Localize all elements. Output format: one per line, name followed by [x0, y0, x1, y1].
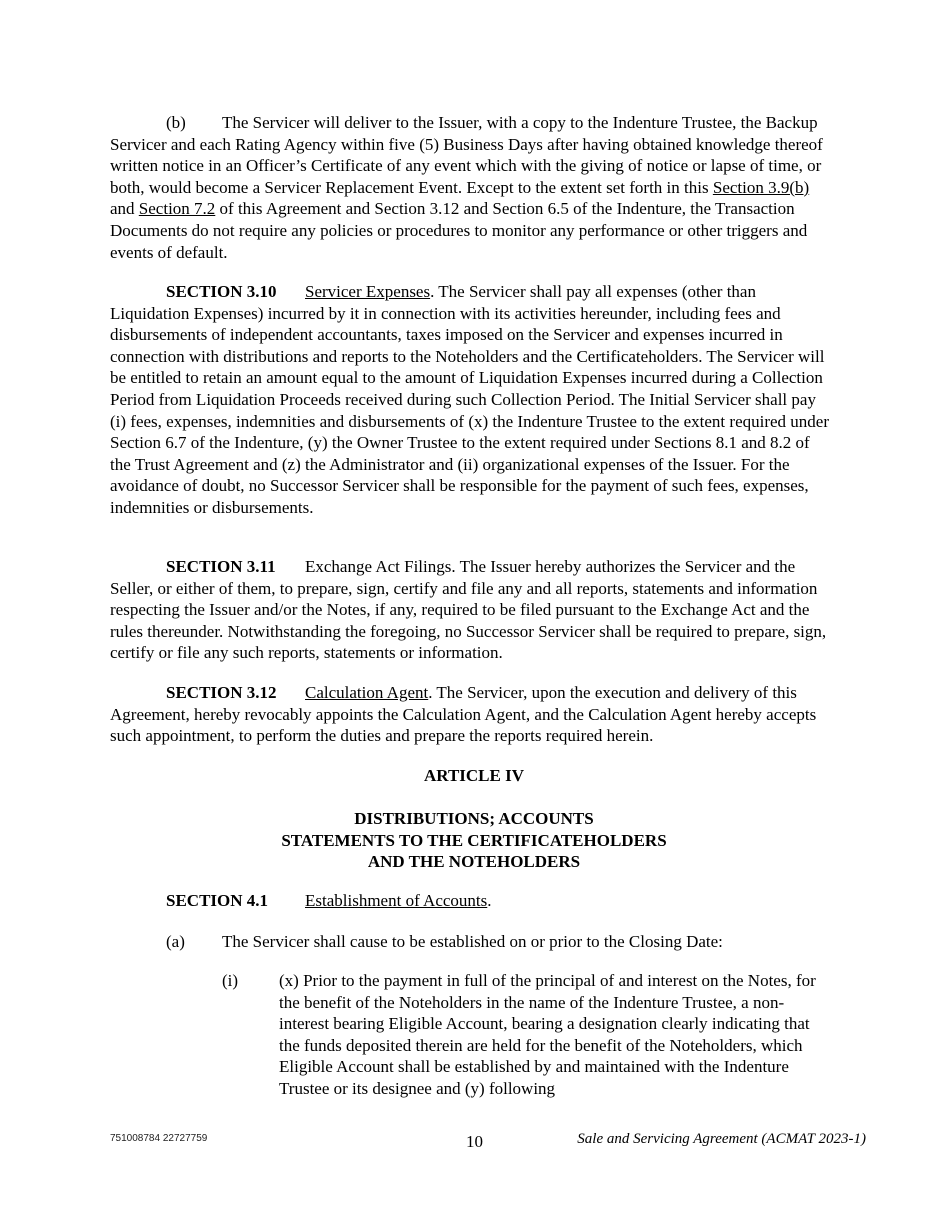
- item-i-text: [279, 970, 834, 1100]
- section-3-10-heading: Servicer Expenses: [305, 282, 431, 301]
- item-i-label: (i): [222, 971, 239, 990]
- section-3-9b-reference: Section 3.9(b): [712, 177, 810, 197]
- item-a-text: The Servicer shall cause to be established on or prior to the Closing Date:: [222, 932, 723, 951]
- section-4-1-heading: Establishment of Accounts: [305, 891, 488, 910]
- section-3-11-text: . The Issuer hereby authorizes the Servicer and the Seller, or either of them, to prepare, sign, certify and file any and all reports, statements and information respecting the Issuer and/or the Notes, if any, required to be filed pursuant to the Exchange Act and the rules thereunder. Notwithstanding the foregoing, no Successor Servicer shall be required to prepare, sign, certify or file any such reports, statements or information.: [110, 557, 827, 663]
- article-title: [110, 765, 838, 787]
- footer-page-number: 10: [466, 1132, 483, 1151]
- section-3-10-number: SECTION 3.10: [166, 282, 277, 301]
- section-3-12-text: . The Servicer, upon the execution and delivery of this Agreement, hereby revocably appoints the Calculation Agent, and the Calculation Agent hereby accepts such appointment, to perform the duties and prepare the reports required herein.: [110, 683, 817, 746]
- paragraph-b-label: (b): [166, 113, 186, 132]
- section-3-11-number: SECTION 3.11: [166, 557, 276, 576]
- section-3-11-heading: Exchange Act Filings: [305, 557, 452, 576]
- item-i-text-body: (x) Prior to the payment in full of the principal of and interest on the Notes, for the benefit of the Noteholders in the name of the Indenture Trustee, a non-interest bearing Eligible Account, bearing a designation clearly indicating that the funds deposited therein are held for the benefit of the Noteholders, which Eligible Account shall be established by and maintained with the Indenture Trustee or its designee and (y) following: [279, 971, 816, 1098]
- section-3-12-number: SECTION 3.12: [166, 683, 277, 702]
- paragraph-b-text-3: of this Agreement and Section 3.12 and Section 6.5 of the Indenture, the Transaction Documents do not require any policies or procedures to monitor any performance or other triggers and events of default.: [110, 199, 808, 262]
- section-7-2-reference: Section 7.2: [138, 199, 216, 219]
- article-subtitle: [110, 808, 838, 873]
- section-4-1-number: SECTION 4.1: [166, 891, 269, 910]
- article-subtitle-line-2: STATEMENTS TO THE CERTIFICATEHOLDERS: [281, 830, 667, 850]
- section-4-1-period: .: [487, 891, 492, 910]
- article-subtitle-line-1: DISTRIBUTIONS; ACCOUNTS: [354, 809, 594, 828]
- paragraph-b: [110, 112, 830, 263]
- item-a-label: (a): [166, 932, 185, 951]
- footer-document-title: Sale and Servicing Agreement (ACMAT 2023-1): [577, 1131, 866, 1147]
- section-4-1: [110, 890, 830, 912]
- section-3-10-text: . The Servicer shall pay all expenses (other than Liquidation Expenses) incurred by it in connection with its activities hereunder, including fees and disbursements of independent accountants, taxes imposed on the Servicer and expenses incurred in connection with distributions and reports to the Noteholders and the Certificateholders. The Servicer will be entitled to retain an amount equal to the amount of Liquidation Expenses incurred during a Collection Period from Liquidation Proceeds received during such Collection Period. The Initial Servicer shall pay (i) fees, expenses, indemnities and disbursements of (x) the Indenture Trustee to the extent required under Section 6.7 of the Indenture, (y) the Owner Trustee to the extent required under Sections 8.1 and 8.2 of the Trust Agreement and (z) the Administrator and (ii) organizational expenses of the Issuer. For the avoidance of doubt, no Successor Servicer shall be responsible for the payment of such fees, expenses, indemnities or disbursements.: [110, 282, 829, 517]
- section-3-10: [110, 281, 830, 519]
- section-3-11: [110, 556, 830, 664]
- paragraph-b-text-2: and: [110, 199, 139, 219]
- section-3-12-heading: Calculation Agent: [305, 683, 429, 702]
- footer-document-id: 751008784 22727759: [110, 1133, 208, 1144]
- article-title-text: ARTICLE IV: [423, 766, 524, 785]
- article-subtitle-line-3: AND THE NOTEHOLDERS: [367, 852, 581, 872]
- paragraph-b-text-1: The Servicer will deliver to the Issuer, with a copy to the Indenture Trustee, the Backup Servicer and each Rating Agency within five (5) Business Days after having obtained knowledge thereof written notice in an Officer’s Certificate of any event which with the giving of notice or lapse of time, or both, would become a Servicer Replacement Event. Except to the extent set forth in this: [110, 113, 823, 197]
- section-3-12: [110, 682, 830, 747]
